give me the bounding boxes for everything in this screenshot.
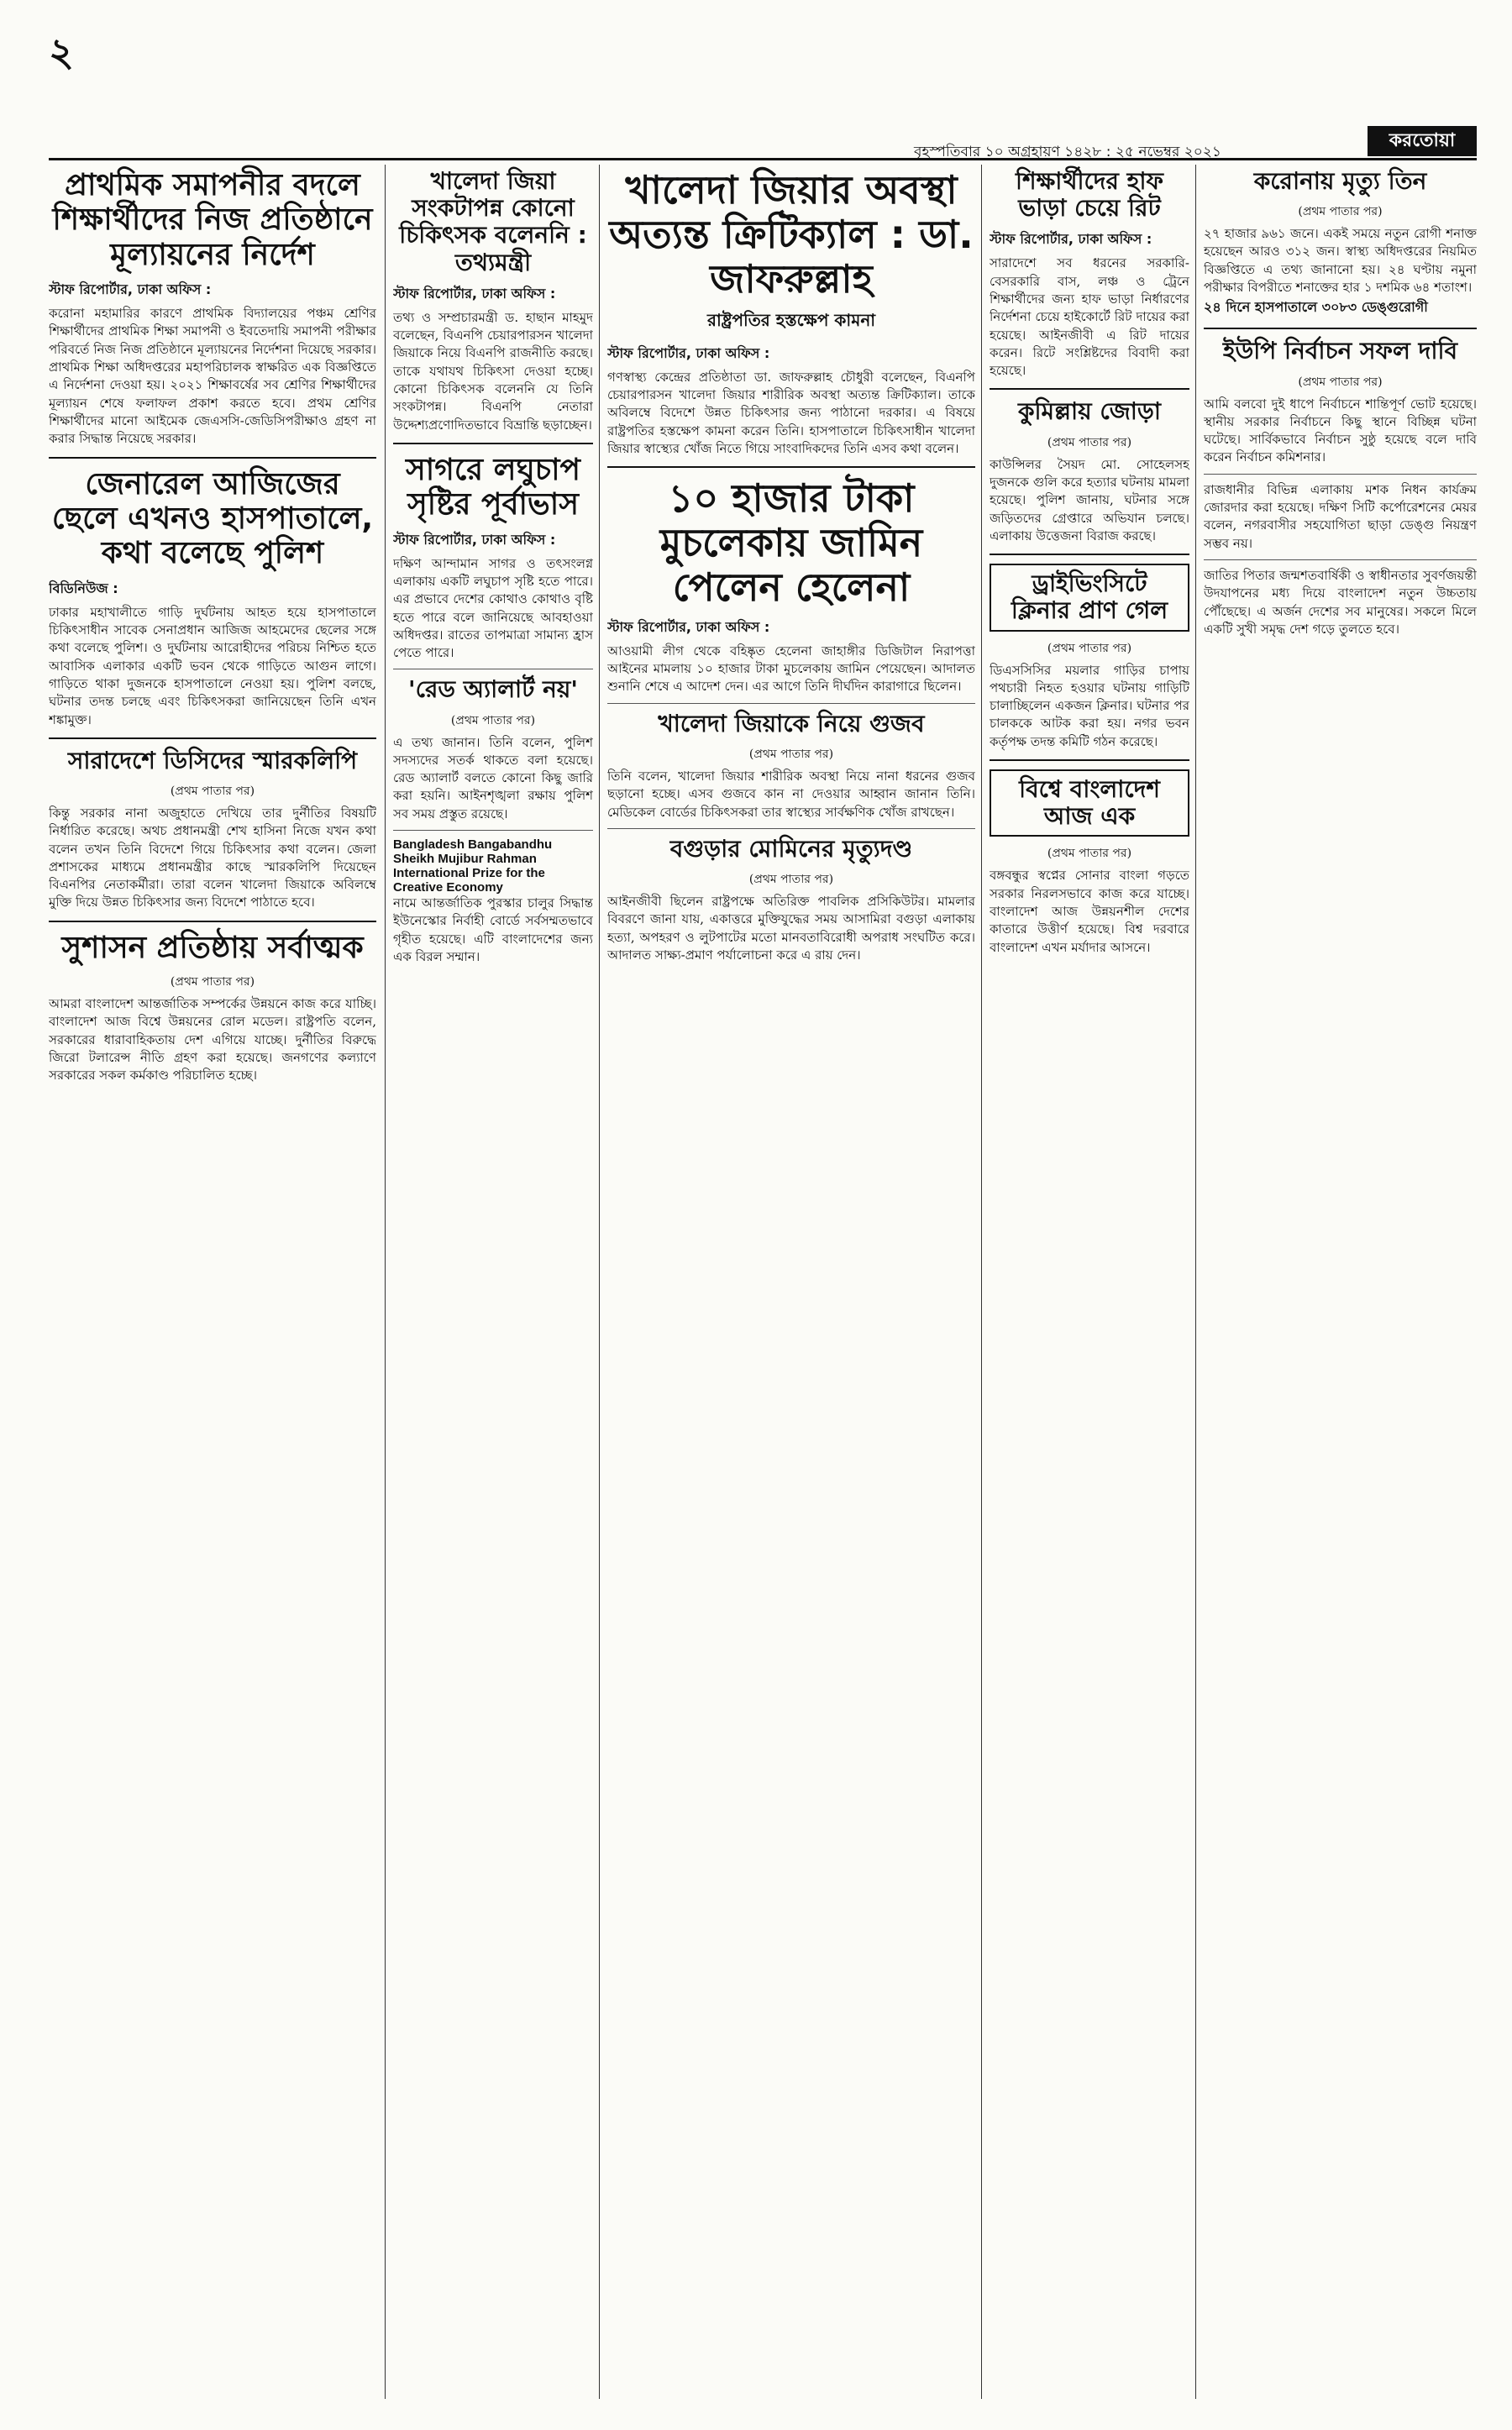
continued-label: (প্রথম পাতার পর) — [170, 784, 255, 798]
article-body: তথ্য ও সম্প্রচারমন্ত্রী ড. হাছান মাহমুদ বলেছেন, বিএনপি চেয়ারপারসন খালেদা জিয়াকে নিয়ে বিএনপি রাজনীতি করছে। তাকে যথাযথ চিকিৎসা দেওয়া হচ্ছে। কোনো চিকিৎসক বলেননি যে তিনি সংকটাপন্ন। বিএনপি নেতারা উদ্দেশ্যপ্রণোদিতভাবে বিভ্রান্তি ছড়াচ্ছেন। — [393, 309, 593, 433]
headline-cleaner-driving: ড্রাইভিংসিটে ক্লিনার প্রাণ গেল — [990, 564, 1189, 631]
headline-low-pressure: সাগরে লঘুচাপ সৃষ্টির পূর্বাভাস — [406, 452, 580, 522]
continued-label: (প্রথম পাতার পর) — [1047, 641, 1132, 655]
headline-covid-deaths: করোনায় মৃত্যু তিন — [1253, 167, 1427, 195]
divider — [1204, 474, 1477, 475]
dengue-subhead: ২৪ দিনে হাসপাতালে ৩০৮৩ ডেঙ্গুরোগী — [1204, 299, 1428, 316]
headline-momin-verdict: বগুড়ার মোমিনের মৃত্যুদণ্ড — [669, 834, 913, 863]
continued-label: (প্রথম পাতার পর) — [1047, 847, 1132, 861]
column-1 — [49, 165, 376, 2399]
article-body: তিনি বলেন, খালেদা জিয়ার শারীরিক অবস্থা নিয়ে নানা ধরনের গুজব ছড়ানো হচ্ছে। এসব গুজবে কান না দেওয়ার আহ্বান জানান তিনি। মেডিকেল বোর্ডের চিকিৎসকরা তার স্বাস্থ্যের সার্বক্ষণিক খোঁজ রাখছেন। — [607, 768, 975, 820]
column-rule — [385, 165, 386, 2399]
column-4 — [990, 165, 1189, 2399]
divider — [990, 388, 1189, 390]
column-3 — [607, 165, 975, 2399]
continued-label: (প্রথম পাতার পর) — [170, 975, 255, 989]
page-number: ২ — [49, 29, 74, 75]
divider — [393, 443, 593, 444]
column-rule — [1195, 165, 1196, 2399]
divider — [49, 457, 376, 459]
headline-dc-memorandum: সারাদেশে ডিসিদের স্মারকলিপি — [67, 746, 358, 774]
continued-label: (প্রথম পাতার পর) — [450, 713, 536, 727]
subheadline: রাষ্ট্রপতির হস্তক্ষেপ কামনা — [706, 309, 876, 330]
article-body: ঢাকার মহাখালীতে গাড়ি দুর্ঘটনায় আহত হয়ে হাসপাতালে চিকিৎসাধীন সাবেক সেনাপ্রধান আজিজ আহমেদের ছেলের সঙ্গে কথা বলেছে পুলিশ। ও দুর্ঘটনায় আরোহীদের পরিচয় নিশ্চিত হতে আবাসিক এলাকার একটি ভবন থেকে গাড়িতে আগুন লাগে। গাড়িতে থাকা দুজনকে হাসপাতালে নেওয়া হয়। পুলিশ বলছে, ঘটনার তদন্ত চলছে এবং চিকিৎসকরা জানিয়েছেন তিনি এখন শঙ্কামুক্ত। — [49, 604, 376, 727]
continued-label: (প্রথম পাতার পর) — [1298, 205, 1383, 219]
byline: স্টাফ রিপোর্টার, ঢাকা অফিস : — [49, 281, 212, 298]
article-body: আইনজীবী ছিলেন রাষ্ট্রপক্ষে অতিরিক্ত পাবলিক প্রসিকিউটর। মামলার বিবরণে জানা যায়, একাত্তরে মুক্তিযুদ্ধের সময় আসামিরা বগুড়া এলাকায় হত্যা, অপহরণ ও লুটপাটের মতো মানবতাবিরোধী অপরাধ সংঘটিত করে। আদালত সাক্ষ্য-প্রমাণ পর্যালোচনা করে এ রায় দেন। — [607, 893, 975, 963]
byline: স্টাফ রিপোর্টার, ঢাকা অফিস : — [393, 531, 556, 548]
masthead — [49, 15, 1477, 160]
article-body: দক্ষিণ আন্দামান সাগর ও তৎসংলগ্ন এলাকায় একটি লঘুচাপ সৃষ্টি হতে পারে। এর প্রভাবে দেশের কোথাও কোথাও বৃষ্টি হতে পারে বলে জানিয়েছে আবহাওয়া অধিদপ্তর। রাতের তাপমাত্রা সামান্য হ্রাস পেতে পারে। — [393, 555, 593, 661]
divider — [607, 828, 975, 829]
divider — [49, 737, 376, 739]
article-body: কিন্তু সরকার নানা অজুহাতে দেখিয়ে তার দুর্নীতির বিষয়টি নির্ধারিত করেছে। অথচ প্রধানমন্ত্রী শেখ হাসিনা নিজে যখন কথা বলেন তখন তিনি বিদেশে গিয়ে চিকিৎসার কথা বলেন। জেলা প্রশাসকের মাধ্যমে প্রধানমন্ত্রীর কাছে স্মারকলিপি দিয়েছেন বিএনপির নেতাকর্মীরা। তারা বলেন খালেদা জিয়াকে অবিলম্বে মুক্তি দিয়ে উন্নত চিকিৎসার জন্য বিদেশে পাঠাতে হবে। — [49, 805, 376, 911]
headline-bangladesh-world: বিশ্বে বাংলাদেশ আজ এক — [990, 769, 1189, 837]
article-body: কাউন্সিলর সৈয়দ মো. সোহেলসহ দুজনকে গুলি করে হত্যার ঘটনায় মামলা হয়েছে। পুলিশ জানায়, ঘটনার সঙ্গে জড়িতদের গ্রেপ্তারে অভিযান চলছে। এলাকায় উত্তেজনা বিরাজ করছে। — [990, 456, 1189, 543]
headline-half-fare: শিক্ষার্থীদের হাফ ভাড়া চেয়ে রিট — [1016, 167, 1163, 223]
headline-good-governance: সুশাসন প্রতিষ্ঠায় সর্বাত্মক — [61, 930, 364, 965]
article-body: গণস্বাস্থ্য কেন্দ্রের প্রতিষ্ঠাতা ডা. জাফরুল্লাহ চৌধুরী বলেছেন, বিএনপি চেয়ারপারসন খালেদা জিয়ার শারীরিক অবস্থা অত্যন্ত ক্রিটিক্যাল। তাকে অবিলম্বে বিদেশে উন্নত চিকিৎসার জন্য পাঠানো দরকার। এ বিষয়ে রাষ্ট্রপতির হস্তক্ষেপ কামনা করেন তিনি। হাসপাতালে চিকিৎসাধীন খালেদা জিয়ার স্বাস্থ্যের খোঁজ নিতে গিয়ে সাংবাদিকদের তিনি এসব কথা বলেন। — [607, 369, 975, 456]
article-body: আমি বলবো দুই ধাপে নির্বাচনে শান্তিপূর্ণ ভোট হয়েছে। স্থানীয় সরকার নির্বাচনে কিছু স্থানে বিচ্ছিন্ন ঘটনা ঘটেছে। সার্বিকভাবে নির্বাচন সুষ্ঠু হয়েছে বলে দাবি করেন নির্বাচন কমিশনার। — [1204, 396, 1477, 465]
unesco-prize-name: Bangladesh Bangabandhu Sheikh Mujibur Rahman International Prize for the Creative Economy — [393, 837, 553, 895]
continued-label: (প্রথম পাতার পর) — [748, 872, 834, 886]
article-body: রাজধানীর বিভিন্ন এলাকায় মশক নিধন কার্যক্রম জোরদার করা হয়েছে। দক্ষিণ সিটি কর্পোরেশনের মেয়র বলেন, নগরবাসীর সহযোগিতা ছাড়া ডেঙ্গু নিয়ন্ত্রণ সম্ভব নয়। — [1204, 481, 1477, 551]
headline-khaleda-critical: খালেদা জিয়ার অবস্থা অত্যন্ত ক্রিটিক্যাল : ডা. জাফরুল্লাহ — [609, 167, 974, 302]
continued-label: (প্রথম পাতার পর) — [748, 747, 834, 761]
headline-info-minister: খালেদা জিয়া সংকটাপন্ন কোনো চিকিৎসক বলেননি : তথ্যমন্ত্রী — [399, 167, 587, 276]
divider — [990, 759, 1189, 761]
article-body: ২৭ হাজার ৯৬১ জনে। একই সময়ে নতুন রোগী শনাক্ত হয়েছেন আরও ৩১২ জন। স্বাস্থ্য অধিদপ্তরের নিয়মিত বিজ্ঞপ্তিতে এ তথ্য জানানো হয়। ২৪ ঘণ্টায় নমুনা পরীক্ষার বিপরীতে শনাক্তের হার ১ দশমিক ৬৪ শতাংশ। — [1204, 226, 1477, 296]
byline: স্টাফ রিপোর্টার, ঢাকা অফিস : — [607, 344, 770, 361]
divider — [990, 554, 1189, 555]
article-body: সারাদেশে সব ধরনের সরকারি-বেসরকারি বাস, লঞ্চ ও ট্রেনে শিক্ষার্থীদের জন্য হাফ ভাড়া নির্ধারণের নির্দেশনা চেয়ে হাইকোর্টে রিট দায়ের করা হয়েছে। আইনজীবী এ রিট দায়ের করেন। রিটে সংশ্লিষ্টদের বিবাদী করা হয়েছে। — [990, 255, 1189, 379]
byline: স্টাফ রিপোর্টার, ঢাকা অফিস : — [607, 618, 770, 635]
article-body: নামে আন্তর্জাতিক পুরস্কার চালুর সিদ্ধান্ত ইউনেস্কোর নির্বাহী বোর্ডে সর্বসম্মতভাবে গৃহীত হয়েছে। এটি বাংলাদেশের জন্য এক বিরল সম্মান। — [393, 895, 593, 964]
headline-khaleda-rumor: খালেদা জিয়াকে নিয়ে গুজব — [658, 709, 925, 737]
dateline: বৃহস্পতিবার ১০ অগ্রহায়ণ ১৪২৮ : ২৫ নভেম্বর ২০২১ — [914, 144, 1221, 160]
byline: স্টাফ রিপোর্টার, ঢাকা অফিস : — [990, 231, 1152, 248]
byline: বিডিনিউজ : — [49, 580, 118, 596]
headline-primary-exam: প্রাথমিক সমাপনীর বদলে শিক্ষার্থীদের নিজ প্রতিষ্ঠানে মূল্যায়নের নির্দেশ — [52, 168, 373, 272]
headline-helena-bail: ১০ হাজার টাকা মুচলেকায় জামিন পেলেন হেলেনা — [659, 475, 923, 610]
headline-red-alert: 'রেড অ্যালার্ট নয়' — [408, 675, 578, 704]
newspaper-page — [49, 15, 1477, 2405]
divider — [607, 703, 975, 704]
article-body: আমরা বাংলাদেশ আন্তর্জাতিক সম্পর্কের উন্নয়নে কাজ করে যাচ্ছি। বাংলাদেশ আজ বিশ্বে উন্নয়নের রোল মডেল। রাষ্ট্রপতি বলেন, সরকারের ধারাবাহিকতায় দেশ এগিয়ে যাচ্ছে। দুর্নীতির বিরুদ্ধে জিরো টলারেন্স নীতি গ্রহণ করা হয়েছে। জনগণের কল্যাণে সরকারের সকল কর্মকাণ্ড পরিচালিত হচ্ছে। — [49, 996, 376, 1084]
article-body: আওয়ামী লীগ থেকে বহিষ্কৃত হেলেনা জাহাঙ্গীর ডিজিটাল নিরাপত্তা আইনের মামলায় ১০ হাজার টাকা মুচলেকায় জামিন পেয়েছেন। আদালত শুনানি শেষে এ আদেশ দেন। এর আগে তিনি দীর্ঘদিন কারাগারে ছিলেন। — [607, 643, 975, 695]
headline-up-election: ইউপি নির্বাচন সফল দাবি — [1222, 337, 1458, 365]
divider — [1204, 559, 1477, 560]
divider — [49, 921, 376, 922]
divider — [393, 830, 593, 831]
continued-label: (প্রথম পাতার পর) — [1047, 435, 1132, 449]
headline-aziz-son: জেনারেল আজিজের ছেলে এখনও হাসপাতালে, কথা বলেছে পুলিশ — [51, 466, 374, 571]
column-5 — [1204, 165, 1477, 2399]
article-body: ডিএসসিসির ময়লার গাড়ির চাপায় পথচারী নিহত হওয়ার ঘটনায় গাড়িটি চালাচ্ছিলেন একজন ক্লিনার। ঘটনার পর চালককে আটক করা হয়। নগর ভবন কর্তৃপক্ষ তদন্ত কমিটি গঠন করেছে। — [990, 662, 1189, 749]
column-rule — [599, 165, 600, 2399]
column-2 — [393, 165, 593, 2399]
headline-comilla: কুমিল্লায় জোড়া — [1017, 397, 1162, 426]
divider — [1204, 328, 1477, 329]
newspaper-logo — [1368, 126, 1477, 156]
continued-label: (প্রথম পাতার পর) — [1298, 375, 1383, 389]
column-rule — [981, 165, 982, 2399]
divider — [607, 466, 975, 468]
article-body: বঙ্গবন্ধুর স্বপ্নের সোনার বাংলা গড়তে সরকার নিরলসভাবে কাজ করে যাচ্ছে। বাংলাদেশ আজ উন্নয়নশীল দেশের কাতারে উত্তীর্ণ হয়েছে। বিশ্ব দরবারে বাংলাদেশ এখন মর্যাদার আসনে। — [990, 868, 1189, 955]
article-body: জাতির পিতার জন্মশতবার্ষিকী ও স্বাধীনতার সুবর্ণজয়ন্তী উদযাপনের মধ্য দিয়ে বাংলাদেশ নতুন উচ্চতায় পৌঁছেছে। এ অর্জন দেশের সব মানুষের। সকলে মিলে একটি সুখী সমৃদ্ধ দেশ গড়ে তুলতে হবে। — [1204, 567, 1477, 637]
logo-text: করতোয়া — [1389, 130, 1456, 151]
article-body: এ তথ্য জানান। তিনি বলেন, পুলিশ সদস্যদের সতর্ক থাকতে বলা হয়েছে। রেড অ্যালার্ট বলতে কোনো কিছু জারি করা হয়নি। আইনশৃঙ্খলা রক্ষায় পুলিশ সব সময় প্রস্তুত রয়েছে। — [393, 734, 593, 821]
article-body: করোনা মহামারির কারণে প্রাথমিক বিদ্যালয়ের পঞ্চম শ্রেণির শিক্ষার্থীদের প্রাথমিক শিক্ষা সমাপনী ও ইবতেদায়ি সমাপনী পরীক্ষার পরিবর্তে নিজ নিজ প্রতিষ্ঠানে মূল্যায়নের নির্দেশনা দিয়েছে সরকার। প্রাথমিক শিক্ষা অধিদপ্তরের মহাপরিচালক স্বাক্ষরিত এক বিজ্ঞপ্তিতে এ নির্দেশনা দেওয়া হয়। ২০২১ শিক্ষাবর্ষের সব শ্রেণির শিক্ষার্থীদের মূল্যায়ন শেষে ফলাফল প্রকাশ করতে হবে। প্রথম শ্রেণির শিক্ষার্থীদের মানো আইমেক জেএসসি-জেডিসিপরীক্ষাও গ্রহণ না করার সিদ্ধান্ত নিয়েছে সরকার। — [49, 306, 376, 447]
byline: স্টাফ রিপোর্টার, ঢাকা অফিস : — [393, 285, 556, 302]
